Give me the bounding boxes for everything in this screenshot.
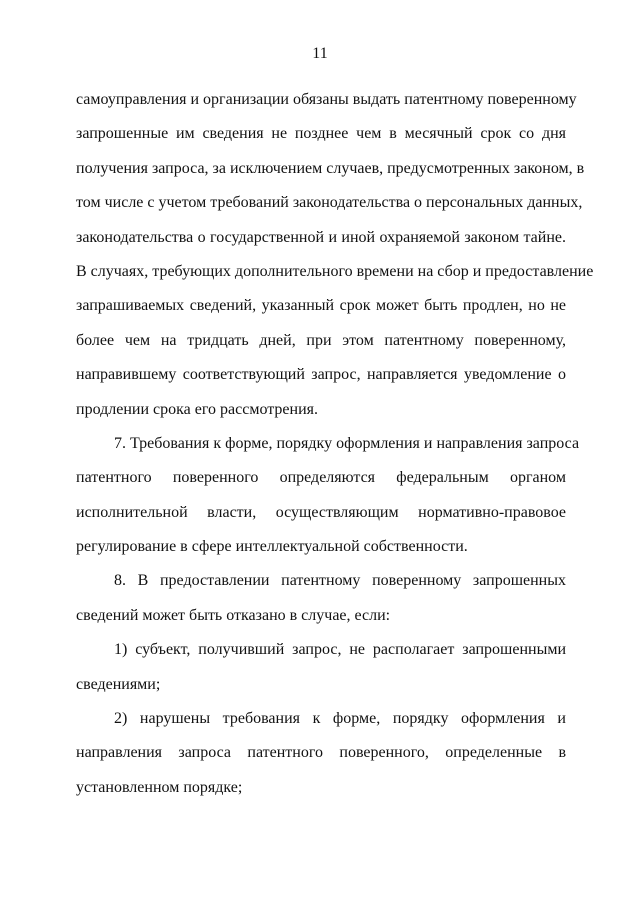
- paragraph-7-first-line: 7. Требования к форме, порядку оформления и направления запроса: [114, 434, 580, 452]
- text-line: получения запроса, за исключением случаев, предусмотренных законом, в: [76, 159, 585, 177]
- paragraph-end-line: продлении срока его рассмотрения.: [76, 400, 319, 418]
- text-line: законодательства о государственной и иной охраняемой законом тайне.: [76, 228, 566, 246]
- paragraph-8-first-line: 8. В предоставлении патентному поверенному запрошенных: [114, 572, 566, 590]
- page-number: 11: [312, 45, 328, 62]
- text-line: патентного поверенного определяются федеральным органом: [76, 469, 566, 487]
- list-item-2-first-line: 2) нарушены требования к форме, порядку оформления и: [114, 710, 566, 728]
- document-body: [76, 83, 594, 805]
- text-line: запрошенные им сведения не позднее чем в месячный срок со дня: [76, 125, 566, 143]
- text-line: В случаях, требующих дополнительного времени на сбор и предоставление: [76, 262, 594, 280]
- paragraph-end-line: регулирование в сфере интеллектуальной собственности.: [76, 538, 468, 556]
- text-line: более чем на тридцать дней, при этом патентному поверенному,: [76, 331, 566, 349]
- text-line: направления запроса патентного поверенного, определенные в: [76, 744, 566, 762]
- list-item-1-first-line: 1) субъект, получивший запрос, не располагает запрошенными: [114, 641, 566, 659]
- text-line: исполнительной власти, осуществляющим нормативно-правовое: [76, 503, 566, 521]
- paragraph-end-line: сведений может быть отказано в случае, если:: [76, 606, 391, 624]
- paragraph-end-line: установленном порядке;: [76, 778, 243, 796]
- paragraph-end-line: сведениями;: [76, 675, 161, 693]
- text-line: самоуправления и организации обязаны выдать патентному поверенному: [76, 91, 577, 108]
- text-line: запрашиваемых сведений, указанный срок может быть продлен, но не: [76, 297, 566, 315]
- text-line: том числе с учетом требований законодательства о персональных данных,: [76, 194, 583, 212]
- text-line: направившему соответствующий запрос, направляется уведомление о: [76, 366, 566, 384]
